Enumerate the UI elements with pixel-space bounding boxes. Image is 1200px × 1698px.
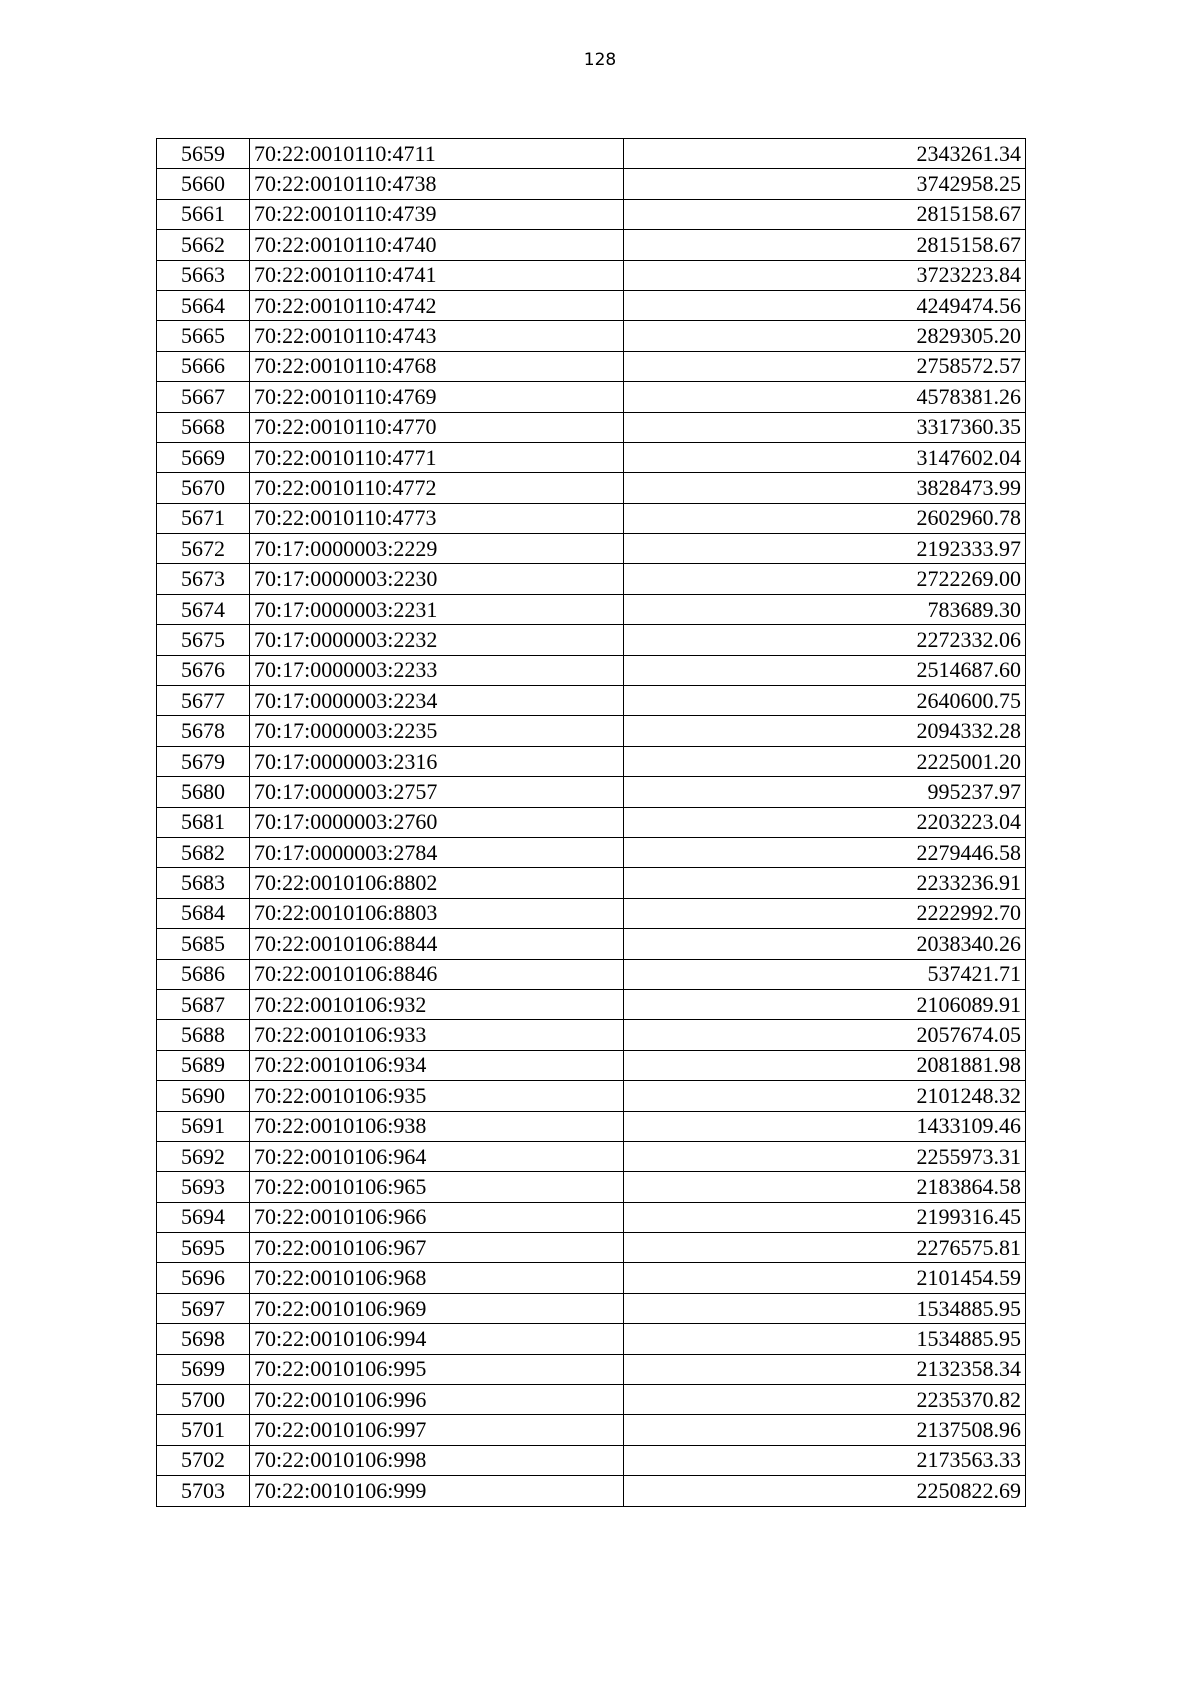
row-number-cell: 5669 — [157, 442, 250, 472]
table-row — [157, 1081, 1026, 1111]
table-row — [157, 503, 1026, 533]
value-cell: 3742958.25 — [624, 169, 1026, 199]
value-cell: 995237.97 — [624, 777, 1026, 807]
value-cell: 4578381.26 — [624, 382, 1026, 412]
value-cell: 2094332.28 — [624, 716, 1026, 746]
table-row — [157, 655, 1026, 685]
cadastral-number-cell: 70:22:0010110:4772 — [250, 473, 624, 503]
row-number-cell: 5698 — [157, 1324, 250, 1354]
cadastral-number-cell: 70:22:0010110:4770 — [250, 412, 624, 442]
value-cell: 2272332.06 — [624, 625, 1026, 655]
row-number-cell: 5696 — [157, 1263, 250, 1293]
table-row — [157, 1415, 1026, 1445]
cadastral-number-cell: 70:22:0010106:994 — [250, 1324, 624, 1354]
value-cell: 2233236.91 — [624, 868, 1026, 898]
table-row — [157, 382, 1026, 412]
cadastral-number-cell: 70:17:0000003:2230 — [250, 564, 624, 594]
table-row — [157, 1385, 1026, 1415]
cadastral-number-cell: 70:17:0000003:2234 — [250, 686, 624, 716]
cadastral-number-cell: 70:22:0010110:4773 — [250, 503, 624, 533]
value-cell: 2081881.98 — [624, 1050, 1026, 1080]
table-row — [157, 473, 1026, 503]
row-number-cell: 5670 — [157, 473, 250, 503]
table-row — [157, 290, 1026, 320]
table-row — [157, 230, 1026, 260]
table-row — [157, 1263, 1026, 1293]
row-number-cell: 5681 — [157, 807, 250, 837]
table-row — [157, 564, 1026, 594]
value-cell: 2132358.34 — [624, 1354, 1026, 1384]
cadastral-value-table — [156, 138, 1026, 1507]
row-number-cell: 5699 — [157, 1354, 250, 1384]
row-number-cell: 5692 — [157, 1141, 250, 1171]
value-cell: 1534885.95 — [624, 1293, 1026, 1323]
cadastral-number-cell: 70:22:0010110:4742 — [250, 290, 624, 320]
row-number-cell: 5678 — [157, 716, 250, 746]
row-number-cell: 5703 — [157, 1476, 250, 1506]
table-row — [157, 959, 1026, 989]
row-number-cell: 5675 — [157, 625, 250, 655]
value-cell: 2203223.04 — [624, 807, 1026, 837]
row-number-cell: 5671 — [157, 503, 250, 533]
table-row — [157, 716, 1026, 746]
row-number-cell: 5700 — [157, 1385, 250, 1415]
cadastral-number-cell: 70:22:0010106:938 — [250, 1111, 624, 1141]
page-number: 128 — [583, 50, 617, 70]
value-cell: 2222992.70 — [624, 898, 1026, 928]
table-row — [157, 625, 1026, 655]
value-cell: 2038340.26 — [624, 929, 1026, 959]
cadastral-number-cell: 70:17:0000003:2760 — [250, 807, 624, 837]
value-cell: 2255973.31 — [624, 1141, 1026, 1171]
cadastral-number-cell: 70:22:0010110:4741 — [250, 260, 624, 290]
table-row — [157, 169, 1026, 199]
row-number-cell: 5668 — [157, 412, 250, 442]
cadastral-number-cell: 70:22:0010106:967 — [250, 1233, 624, 1263]
value-cell: 2815158.67 — [624, 230, 1026, 260]
table-row — [157, 1445, 1026, 1475]
cadastral-number-cell: 70:22:0010106:968 — [250, 1263, 624, 1293]
cadastral-number-cell: 70:22:0010106:8802 — [250, 868, 624, 898]
table-row — [157, 1233, 1026, 1263]
row-number-cell: 5697 — [157, 1293, 250, 1323]
cadastral-number-cell: 70:22:0010110:4711 — [250, 139, 624, 169]
row-number-cell: 5676 — [157, 655, 250, 685]
value-cell: 2106089.91 — [624, 989, 1026, 1019]
table-row — [157, 1354, 1026, 1384]
value-cell: 2640600.75 — [624, 686, 1026, 716]
cadastral-number-cell: 70:22:0010106:996 — [250, 1385, 624, 1415]
row-number-cell: 5702 — [157, 1445, 250, 1475]
cadastral-number-cell: 70:17:0000003:2232 — [250, 625, 624, 655]
row-number-cell: 5662 — [157, 230, 250, 260]
value-cell: 783689.30 — [624, 594, 1026, 624]
row-number-cell: 5691 — [157, 1111, 250, 1141]
value-cell: 2199316.45 — [624, 1202, 1026, 1232]
table-row — [157, 1476, 1026, 1506]
value-cell: 2276575.81 — [624, 1233, 1026, 1263]
table-row — [157, 868, 1026, 898]
table-row — [157, 139, 1026, 169]
cadastral-number-cell: 70:22:0010106:8844 — [250, 929, 624, 959]
value-cell: 2057674.05 — [624, 1020, 1026, 1050]
cadastral-number-cell: 70:22:0010110:4738 — [250, 169, 624, 199]
cadastral-number-cell: 70:22:0010110:4769 — [250, 382, 624, 412]
row-number-cell: 5683 — [157, 868, 250, 898]
row-number-cell: 5690 — [157, 1081, 250, 1111]
row-number-cell: 5694 — [157, 1202, 250, 1232]
value-cell: 2192333.97 — [624, 534, 1026, 564]
cadastral-number-cell: 70:22:0010106:933 — [250, 1020, 624, 1050]
cadastral-number-cell: 70:17:0000003:2233 — [250, 655, 624, 685]
row-number-cell: 5659 — [157, 139, 250, 169]
cadastral-number-cell: 70:22:0010106:969 — [250, 1293, 624, 1323]
value-cell: 2815158.67 — [624, 199, 1026, 229]
cadastral-number-cell: 70:22:0010110:4739 — [250, 199, 624, 229]
row-number-cell: 5686 — [157, 959, 250, 989]
table-row — [157, 1111, 1026, 1141]
table-row — [157, 1293, 1026, 1323]
row-number-cell: 5685 — [157, 929, 250, 959]
value-cell: 2343261.34 — [624, 139, 1026, 169]
row-number-cell: 5688 — [157, 1020, 250, 1050]
value-cell: 3723223.84 — [624, 260, 1026, 290]
table-body — [157, 139, 1026, 1507]
row-number-cell: 5684 — [157, 898, 250, 928]
row-number-cell: 5661 — [157, 199, 250, 229]
row-number-cell: 5673 — [157, 564, 250, 594]
value-cell: 4249474.56 — [624, 290, 1026, 320]
value-cell: 3828473.99 — [624, 473, 1026, 503]
value-cell: 2758572.57 — [624, 351, 1026, 381]
table-row — [157, 1141, 1026, 1171]
table-row — [157, 807, 1026, 837]
row-number-cell: 5677 — [157, 686, 250, 716]
row-number-cell: 5701 — [157, 1415, 250, 1445]
value-cell: 2602960.78 — [624, 503, 1026, 533]
cadastral-number-cell: 70:22:0010110:4743 — [250, 321, 624, 351]
table-row — [157, 321, 1026, 351]
table-row — [157, 594, 1026, 624]
cadastral-number-cell: 70:22:0010106:997 — [250, 1415, 624, 1445]
value-cell: 2101454.59 — [624, 1263, 1026, 1293]
row-number-cell: 5660 — [157, 169, 250, 199]
row-number-cell: 5693 — [157, 1172, 250, 1202]
row-number-cell: 5687 — [157, 989, 250, 1019]
row-number-cell: 5680 — [157, 777, 250, 807]
value-cell: 1534885.95 — [624, 1324, 1026, 1354]
cadastral-number-cell: 70:17:0000003:2231 — [250, 594, 624, 624]
table-row — [157, 686, 1026, 716]
cadastral-number-cell: 70:22:0010106:934 — [250, 1050, 624, 1080]
row-number-cell: 5674 — [157, 594, 250, 624]
row-number-cell: 5689 — [157, 1050, 250, 1080]
cadastral-number-cell: 70:22:0010106:965 — [250, 1172, 624, 1202]
row-number-cell: 5665 — [157, 321, 250, 351]
cadastral-number-cell: 70:22:0010106:8803 — [250, 898, 624, 928]
row-number-cell: 5663 — [157, 260, 250, 290]
value-cell: 3147602.04 — [624, 442, 1026, 472]
table-row — [157, 1202, 1026, 1232]
cadastral-number-cell: 70:22:0010106:964 — [250, 1141, 624, 1171]
cadastral-number-cell: 70:22:0010106:998 — [250, 1445, 624, 1475]
value-cell: 2235370.82 — [624, 1385, 1026, 1415]
value-cell: 2279446.58 — [624, 837, 1026, 867]
cadastral-number-cell: 70:22:0010106:966 — [250, 1202, 624, 1232]
cadastral-number-cell: 70:22:0010106:999 — [250, 1476, 624, 1506]
row-number-cell: 5664 — [157, 290, 250, 320]
table-row — [157, 837, 1026, 867]
row-number-cell: 5695 — [157, 1233, 250, 1263]
value-cell: 2101248.32 — [624, 1081, 1026, 1111]
cadastral-number-cell: 70:22:0010106:995 — [250, 1354, 624, 1384]
cadastral-number-cell: 70:17:0000003:2229 — [250, 534, 624, 564]
table-row — [157, 351, 1026, 381]
value-cell: 2173563.33 — [624, 1445, 1026, 1475]
table-row — [157, 989, 1026, 1019]
table-row — [157, 534, 1026, 564]
value-cell: 2183864.58 — [624, 1172, 1026, 1202]
value-cell: 3317360.35 — [624, 412, 1026, 442]
table-row — [157, 199, 1026, 229]
table-row — [157, 746, 1026, 776]
cadastral-number-cell: 70:22:0010106:935 — [250, 1081, 624, 1111]
cadastral-number-cell: 70:22:0010110:4771 — [250, 442, 624, 472]
table-row — [157, 1020, 1026, 1050]
row-number-cell: 5667 — [157, 382, 250, 412]
cadastral-number-cell: 70:22:0010106:8846 — [250, 959, 624, 989]
row-number-cell: 5666 — [157, 351, 250, 381]
cadastral-number-cell: 70:17:0000003:2235 — [250, 716, 624, 746]
value-cell: 2250822.69 — [624, 1476, 1026, 1506]
value-cell: 2829305.20 — [624, 321, 1026, 351]
cadastral-number-cell: 70:17:0000003:2784 — [250, 837, 624, 867]
value-cell: 537421.71 — [624, 959, 1026, 989]
value-cell: 2225001.20 — [624, 746, 1026, 776]
row-number-cell: 5672 — [157, 534, 250, 564]
table-row — [157, 1050, 1026, 1080]
table-row — [157, 1324, 1026, 1354]
table-row — [157, 412, 1026, 442]
cadastral-number-cell: 70:17:0000003:2316 — [250, 746, 624, 776]
table-row — [157, 260, 1026, 290]
value-cell: 1433109.46 — [624, 1111, 1026, 1141]
cadastral-number-cell: 70:22:0010110:4740 — [250, 230, 624, 260]
table-row — [157, 777, 1026, 807]
table-row — [157, 929, 1026, 959]
table-row — [157, 1172, 1026, 1202]
cadastral-number-cell: 70:22:0010106:932 — [250, 989, 624, 1019]
cadastral-number-cell: 70:17:0000003:2757 — [250, 777, 624, 807]
row-number-cell: 5679 — [157, 746, 250, 776]
row-number-cell: 5682 — [157, 837, 250, 867]
value-cell: 2137508.96 — [624, 1415, 1026, 1445]
cadastral-number-cell: 70:22:0010110:4768 — [250, 351, 624, 381]
table-row — [157, 442, 1026, 472]
table-row — [157, 898, 1026, 928]
value-cell: 2514687.60 — [624, 655, 1026, 685]
value-cell: 2722269.00 — [624, 564, 1026, 594]
